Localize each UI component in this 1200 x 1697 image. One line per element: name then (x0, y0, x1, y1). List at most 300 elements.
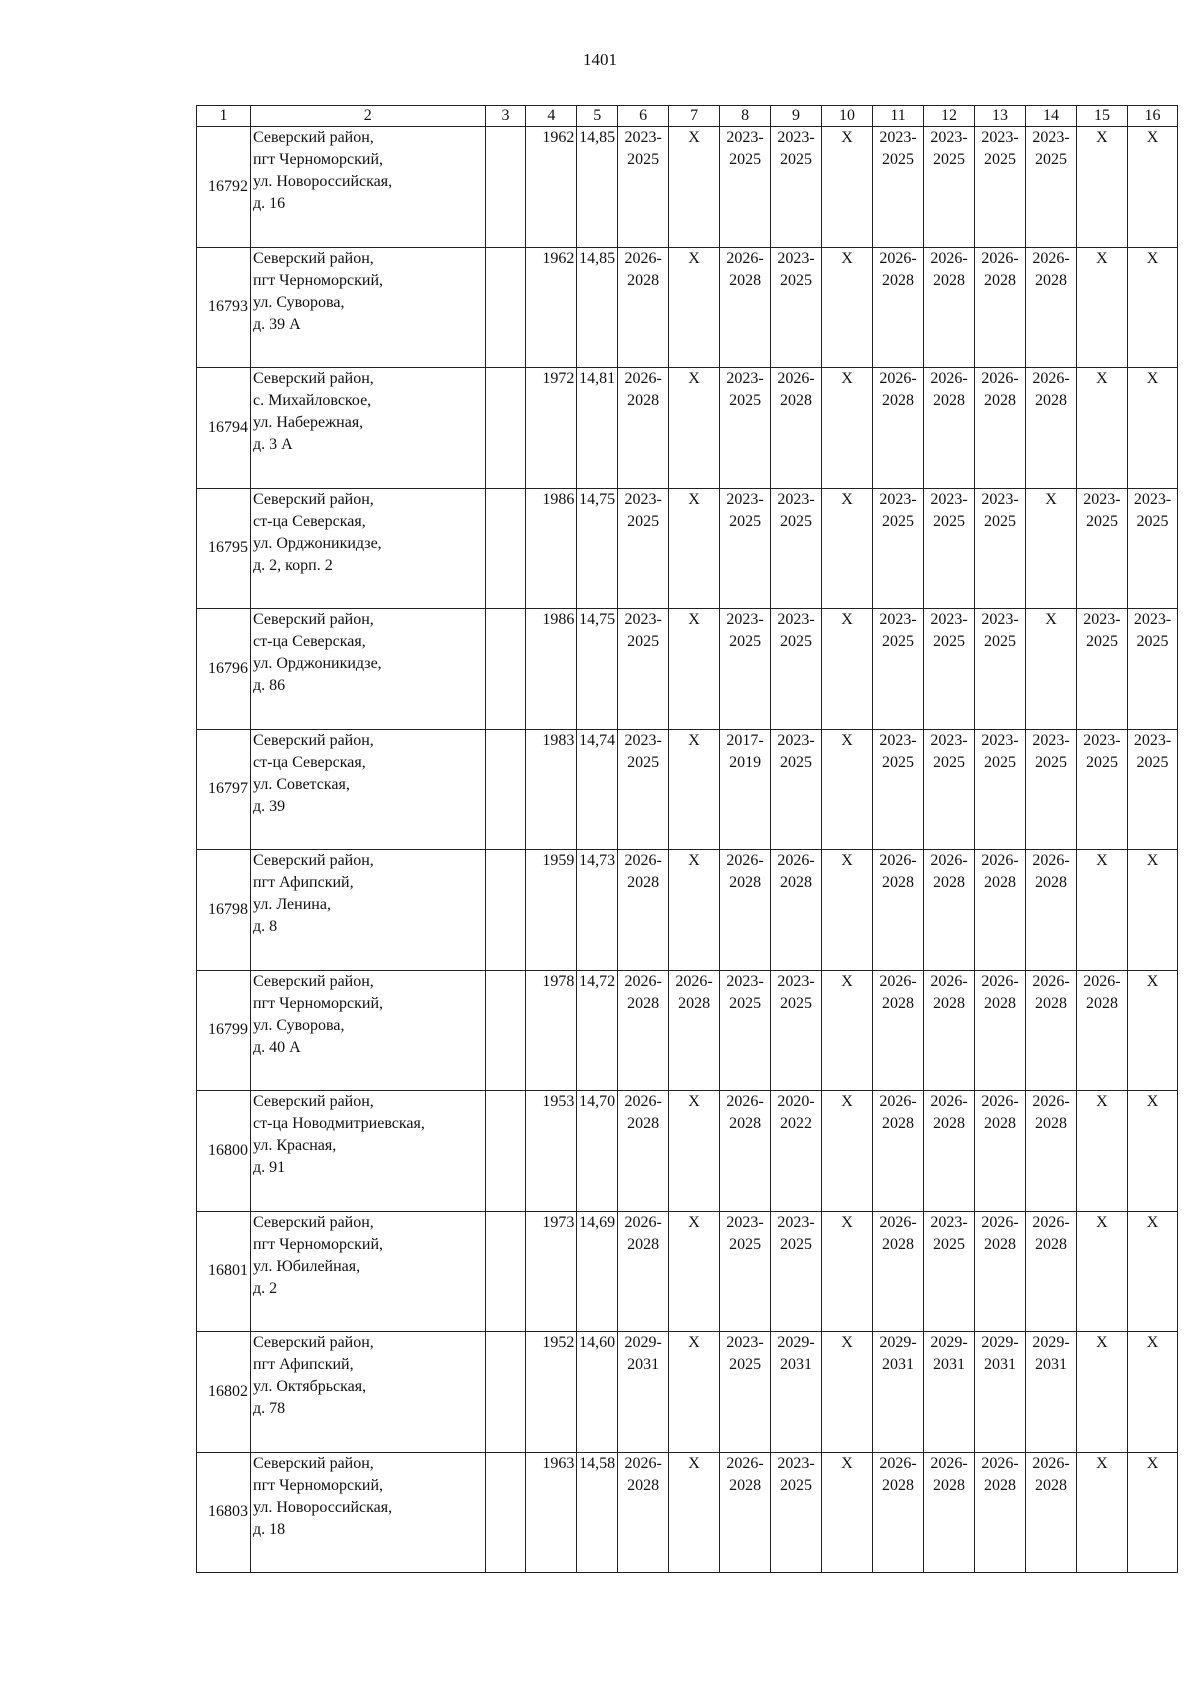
empty-cell (485, 1211, 526, 1332)
period-line: 2028 (933, 271, 965, 289)
period-line: 2028 (933, 994, 965, 1012)
period-line: 2025 (983, 753, 1016, 771)
address-line: ул. Орджоникидзе, (253, 655, 382, 672)
period-line: 2029- (624, 1334, 662, 1351)
period-line: 2023- (981, 731, 1019, 749)
period-line: 2025 (983, 633, 1016, 650)
period-line: 2026- (624, 1213, 662, 1231)
empty-cell (485, 609, 526, 730)
period-line: X (841, 1334, 853, 1351)
period-line: 2023- (1083, 611, 1121, 628)
period-cell-c14 (1025, 127, 1076, 248)
period-cell-c16 (1127, 1091, 1177, 1212)
period-cell-c9 (771, 488, 822, 609)
period-cell-c10 (822, 729, 873, 850)
period-line: 2023- (930, 731, 968, 749)
period-line: 2028 (983, 271, 1016, 289)
period-cell-c6 (618, 1211, 669, 1332)
period-line: 2023- (624, 611, 662, 628)
address-cell (251, 1211, 486, 1332)
period-cell-c14 (1025, 1452, 1076, 1573)
period-line: 2031 (780, 1356, 813, 1373)
period-line: 2026- (981, 249, 1019, 267)
value-cell: 14,69 (577, 1211, 618, 1332)
period-line: 2026- (879, 972, 917, 990)
address-line: пгт Черноморский, (253, 994, 384, 1012)
period-line: 2026- (879, 1213, 917, 1231)
period-line: 2025 (780, 753, 813, 771)
period-line: 2023- (777, 731, 815, 749)
period-cell-c10 (822, 970, 873, 1091)
period-cell-c6 (618, 1452, 669, 1573)
row-number: 16792 (197, 127, 251, 248)
period-cell-c13 (975, 850, 1026, 971)
period-line: 2023- (624, 129, 662, 146)
period-line: 2029- (879, 1334, 917, 1351)
year-cell: 1963 (526, 1452, 577, 1573)
period-line: X (1146, 852, 1159, 869)
address-line: д. 3 А (253, 436, 293, 453)
period-line: 2031 (1034, 1356, 1067, 1373)
period-line: 2023- (1133, 611, 1172, 628)
address-line: ул. Набережная, (253, 414, 364, 431)
row-number: 16797 (197, 729, 251, 850)
table-row (197, 368, 1178, 489)
period-line: 2025 (627, 151, 660, 168)
period-line: 2026- (624, 370, 662, 387)
period-cell-c15 (1076, 729, 1127, 850)
empty-cell (485, 1452, 526, 1573)
period-line: 2028 (933, 392, 965, 409)
value-cell: 14,81 (577, 368, 618, 489)
address-line: ул. Суворова, (253, 293, 345, 311)
period-cell-c12 (924, 127, 975, 248)
period-line: 2025 (933, 151, 965, 168)
period-line: 2026- (1032, 249, 1070, 267)
period-line: 2026- (981, 1213, 1019, 1231)
period-line: X (1045, 611, 1057, 628)
row-number: 16793 (197, 247, 251, 368)
period-line: 2028 (882, 874, 915, 891)
period-cell-c7 (669, 1211, 720, 1332)
period-cell-c13 (975, 1332, 1026, 1453)
period-line: 2028 (729, 271, 762, 289)
period-line: 2023- (726, 490, 764, 508)
period-cell-c10 (822, 609, 873, 730)
table-row (197, 609, 1178, 730)
period-line: X (1096, 370, 1108, 387)
value-cell: 14,75 (577, 609, 618, 730)
year-cell: 1983 (526, 729, 577, 850)
period-cell-c15 (1076, 247, 1127, 368)
period-line: 2025 (983, 512, 1016, 530)
address-line: ст-ца Северская, (253, 633, 366, 650)
period-cell-c13 (975, 609, 1026, 730)
value-cell: 14,73 (577, 850, 618, 971)
empty-cell (485, 1091, 526, 1212)
period-line: 2026- (879, 852, 917, 869)
address-line: Северский район, (253, 1334, 374, 1351)
row-number: 16801 (197, 1211, 251, 1332)
address-cell (251, 970, 486, 1091)
period-line: 2028 (882, 994, 915, 1012)
year-cell: 1962 (526, 127, 577, 248)
period-cell-c8 (720, 729, 771, 850)
period-cell-c14 (1025, 729, 1076, 850)
period-line: 2028 (983, 392, 1016, 409)
period-line: X (1146, 1213, 1159, 1231)
period-line: 2025 (1034, 151, 1067, 168)
period-line: 2023- (1032, 129, 1070, 146)
empty-cell (485, 247, 526, 368)
period-cell-c13 (975, 127, 1026, 248)
period-line: 2026- (981, 852, 1019, 869)
period-line: 2031 (882, 1356, 915, 1373)
period-line: 2023- (1133, 731, 1172, 749)
period-cell-c16 (1127, 1332, 1177, 1453)
address-line: Северский район, (253, 731, 374, 749)
period-cell-c9 (771, 850, 822, 971)
period-line: X (841, 972, 853, 990)
column-number-header: 5 (577, 106, 618, 127)
period-cell-c12 (924, 488, 975, 609)
period-cell-c9 (771, 368, 822, 489)
address-cell (251, 247, 486, 368)
period-line: 2023- (726, 1213, 764, 1231)
period-line: 2023- (930, 490, 968, 508)
year-cell: 1952 (526, 1332, 577, 1453)
period-line: 2026- (930, 1454, 968, 1472)
period-line: 2026- (930, 972, 968, 990)
period-cell-c15 (1076, 488, 1127, 609)
period-cell-c9 (771, 127, 822, 248)
period-cell-c14 (1025, 1332, 1076, 1453)
period-cell-c14 (1025, 1211, 1076, 1332)
column-number-header: 2 (251, 106, 486, 127)
period-line: 2023- (930, 129, 968, 146)
period-line: 2026- (879, 1454, 917, 1472)
table-body (197, 127, 1178, 1573)
value-cell: 14,60 (577, 1332, 618, 1453)
period-line: 2026- (726, 1093, 764, 1110)
period-line: 2026- (1032, 1093, 1070, 1110)
period-cell-c8 (720, 1211, 771, 1332)
period-line: 2028 (627, 874, 660, 891)
column-number-header: 13 (975, 106, 1026, 127)
period-line: 2025 (780, 512, 813, 530)
empty-cell (485, 127, 526, 248)
period-cell-c11 (873, 609, 924, 730)
period-cell-c15 (1076, 1332, 1127, 1453)
period-line: 2025 (1136, 753, 1169, 771)
period-line: 2028 (1034, 1235, 1067, 1253)
period-line: X (841, 611, 853, 628)
period-line: X (688, 490, 700, 508)
address-line: ул. Орджоникидзе, (253, 534, 382, 552)
period-cell-c8 (720, 970, 771, 1091)
period-line: 2025 (627, 753, 660, 771)
period-line: 2028 (983, 1235, 1016, 1253)
period-line: X (688, 1334, 700, 1351)
address-line: ул. Октябрьская, (253, 1378, 367, 1395)
table-row (197, 1091, 1178, 1212)
period-line: 2028 (983, 994, 1016, 1012)
table-row (197, 247, 1178, 368)
period-line: 2028 (627, 392, 660, 409)
period-line: 2025 (780, 994, 813, 1012)
period-line: 2026- (726, 1454, 764, 1472)
address-line: пгт Черноморский, (253, 271, 384, 289)
table-row (197, 488, 1178, 609)
period-line: 2023- (879, 490, 917, 508)
period-cell-c8 (720, 127, 771, 248)
empty-cell (485, 970, 526, 1091)
period-line: 2025 (780, 271, 813, 289)
period-line: 2023- (1083, 731, 1121, 749)
period-line: 2026- (930, 1093, 968, 1110)
address-line: Северский район, (253, 852, 374, 869)
period-line: 2026- (981, 1093, 1019, 1110)
period-line: 2025 (729, 633, 762, 650)
period-line: X (1096, 1093, 1108, 1110)
period-line: 2023- (726, 370, 764, 387)
period-cell-c6 (618, 1091, 669, 1212)
period-line: X (841, 129, 853, 146)
period-line: 2023- (1083, 490, 1121, 508)
period-line: X (841, 731, 853, 749)
period-line: 2026- (726, 249, 764, 267)
period-line: 2026- (675, 972, 713, 990)
period-cell-c11 (873, 1332, 924, 1453)
period-cell-c6 (618, 247, 669, 368)
year-cell: 1986 (526, 609, 577, 730)
period-line: 2025 (1085, 633, 1118, 650)
period-line: 2023- (1133, 490, 1172, 508)
period-cell-c6 (618, 1332, 669, 1453)
period-line: 2029- (930, 1334, 968, 1351)
period-cell-c16 (1127, 970, 1177, 1091)
period-line: 2028 (1034, 271, 1067, 289)
period-cell-c16 (1127, 850, 1177, 971)
period-line: 2023- (777, 129, 815, 146)
period-line: 2023- (777, 972, 815, 990)
table-row (197, 850, 1178, 971)
address-line: д. 16 (253, 195, 286, 212)
period-cell-c13 (975, 247, 1026, 368)
address-line: Северский район, (253, 972, 374, 990)
period-cell-c14 (1025, 488, 1076, 609)
period-line: 2026- (777, 852, 815, 869)
column-number-header: 3 (485, 106, 526, 127)
address-line: ул. Юбилейная, (253, 1257, 361, 1275)
period-line: X (688, 129, 700, 146)
period-line: 2025 (882, 753, 915, 771)
period-cell-c10 (822, 1452, 873, 1573)
period-line: 2026- (624, 972, 662, 990)
period-line: 2031 (933, 1356, 965, 1373)
address-line: Северский район, (253, 1093, 374, 1110)
period-line: 2025 (1136, 633, 1169, 650)
period-cell-c7 (669, 127, 720, 248)
address-line: с. Михайловское, (253, 392, 372, 409)
period-cell-c12 (924, 729, 975, 850)
period-line: X (1096, 852, 1108, 869)
period-line: X (688, 731, 700, 749)
period-line: 2028 (933, 874, 965, 891)
period-cell-c11 (873, 970, 924, 1091)
address-line: ул. Суворова, (253, 1016, 345, 1034)
period-line: 2025 (780, 1235, 813, 1253)
address-line: Северский район, (253, 370, 374, 387)
period-line: 2026- (624, 1093, 662, 1110)
period-line: X (841, 1213, 853, 1231)
period-cell-c12 (924, 970, 975, 1091)
period-line: X (841, 852, 853, 869)
period-line: 2025 (627, 512, 660, 530)
period-cell-c10 (822, 247, 873, 368)
column-number-header: 10 (822, 106, 873, 127)
period-line: 2025 (729, 151, 762, 168)
period-line: 2023- (777, 1213, 815, 1231)
period-line: 2028 (1034, 994, 1067, 1012)
period-cell-c11 (873, 1211, 924, 1332)
period-line: 2026- (930, 249, 968, 267)
period-cell-c9 (771, 1332, 822, 1453)
table-row (197, 970, 1178, 1091)
address-line: пгт Черноморский, (253, 1235, 384, 1253)
row-number: 16798 (197, 850, 251, 971)
address-line: Северский район, (253, 1454, 374, 1472)
period-line: X (1146, 249, 1159, 267)
row-number: 16796 (197, 609, 251, 730)
period-line: X (1146, 129, 1159, 146)
period-line: 2026- (1032, 972, 1070, 990)
period-line: X (1096, 1334, 1108, 1351)
period-line: 2025 (933, 753, 965, 771)
period-cell-c12 (924, 368, 975, 489)
table-row (197, 1211, 1178, 1332)
period-cell-c7 (669, 1332, 720, 1453)
address-line: ст-ца Северская, (253, 512, 366, 530)
period-line: 2026- (1032, 1454, 1070, 1472)
period-line: 2023- (879, 129, 917, 146)
empty-cell (485, 1332, 526, 1453)
period-line: 2025 (933, 512, 965, 530)
period-cell-c13 (975, 488, 1026, 609)
period-cell-c16 (1127, 127, 1177, 248)
period-line: X (1045, 490, 1057, 508)
address-line: пгт Черноморский, (253, 1476, 384, 1494)
period-cell-c8 (720, 609, 771, 730)
period-line: 2026- (930, 370, 968, 387)
period-line: X (1096, 1454, 1108, 1472)
period-cell-c11 (873, 127, 924, 248)
value-cell: 14,75 (577, 488, 618, 609)
period-cell-c14 (1025, 850, 1076, 971)
empty-cell (485, 850, 526, 971)
period-line: 2028 (983, 874, 1016, 891)
period-line: 2023- (1032, 731, 1070, 749)
address-line: ул. Новороссийская, (253, 1498, 393, 1516)
address-line: д. 39 А (253, 315, 301, 333)
period-line: 2025 (729, 994, 762, 1012)
column-number-header: 1 (197, 106, 251, 127)
period-line: 2023- (726, 1334, 764, 1351)
address-line: д. 39 (253, 797, 286, 815)
period-line: 2028 (780, 392, 813, 409)
period-line: 2026- (1083, 972, 1121, 990)
period-line: X (688, 1454, 700, 1472)
row-number: 16803 (197, 1452, 251, 1573)
period-cell-c14 (1025, 970, 1076, 1091)
period-line: 2020- (777, 1093, 815, 1110)
period-cell-c12 (924, 1452, 975, 1573)
period-cell-c8 (720, 1091, 771, 1212)
period-cell-c11 (873, 247, 924, 368)
table-row (197, 127, 1178, 248)
period-cell-c10 (822, 1332, 873, 1453)
address-line: ст-ца Северская, (253, 753, 366, 771)
empty-cell (485, 368, 526, 489)
period-cell-c6 (618, 970, 669, 1091)
period-cell-c15 (1076, 850, 1127, 971)
period-line: 2028 (729, 1115, 762, 1132)
period-line: 2028 (729, 1476, 762, 1494)
period-line: 2025 (882, 633, 915, 650)
period-cell-c6 (618, 488, 669, 609)
period-line: 2026- (879, 370, 917, 387)
address-cell (251, 729, 486, 850)
period-line: 2028 (627, 1115, 660, 1132)
period-line: 2028 (780, 874, 813, 891)
period-line: 2026- (726, 852, 764, 869)
period-line: 2025 (627, 633, 660, 650)
period-line: 2023- (777, 249, 815, 267)
value-cell: 14,72 (577, 970, 618, 1091)
period-line: 2025 (983, 151, 1016, 168)
period-cell-c15 (1076, 1091, 1127, 1212)
period-line: 2025 (780, 151, 813, 168)
period-line: 2028 (1034, 1476, 1067, 1494)
period-cell-c8 (720, 488, 771, 609)
period-line: 2031 (627, 1356, 660, 1373)
address-line: Северский район, (253, 249, 374, 267)
period-line: 2023- (726, 972, 764, 990)
period-line: 2029- (777, 1334, 815, 1351)
period-line: 2028 (627, 1476, 660, 1494)
period-line: 2028 (933, 1115, 965, 1132)
period-cell-c9 (771, 1091, 822, 1212)
period-line: 2025 (1034, 753, 1067, 771)
period-line: 2028 (983, 1115, 1016, 1132)
address-line: д. 2 (253, 1279, 278, 1297)
period-cell-c9 (771, 970, 822, 1091)
period-cell-c13 (975, 1452, 1026, 1573)
period-line: X (688, 611, 700, 628)
period-line: 2023- (624, 490, 662, 508)
column-number-header: 9 (771, 106, 822, 127)
period-cell-c15 (1076, 609, 1127, 730)
empty-cell (485, 729, 526, 850)
period-line: 2029- (1032, 1334, 1070, 1351)
period-cell-c7 (669, 609, 720, 730)
period-line: X (1096, 1213, 1108, 1231)
period-line: 2026- (1032, 852, 1070, 869)
period-line: 2025 (882, 151, 915, 168)
address-cell (251, 1332, 486, 1453)
year-cell: 1986 (526, 488, 577, 609)
period-cell-c8 (720, 368, 771, 489)
